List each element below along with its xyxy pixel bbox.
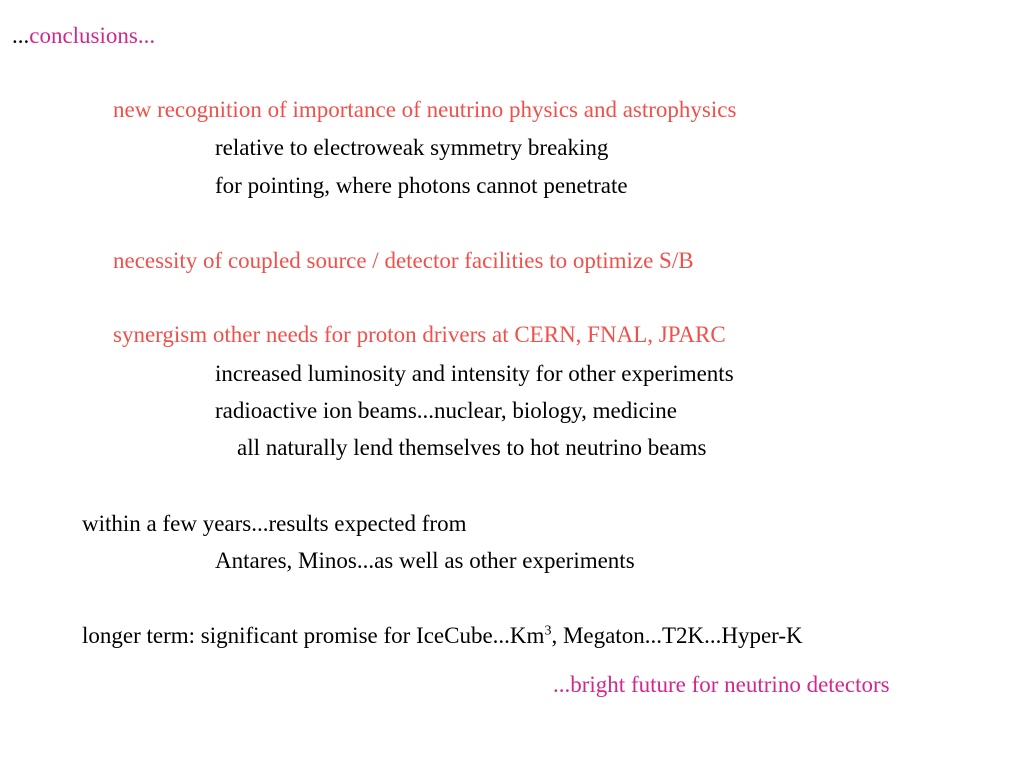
subpoint-luminosity: increased luminosity and intensity for other experiments <box>215 361 734 386</box>
slide-title <box>12 22 155 50</box>
point-neutrino-recognition: new recognition of importance of neutrino physics and astrophysics <box>113 97 737 122</box>
point-longer-term <box>82 622 803 650</box>
subpoint-hot-neutrino-beams: all naturally lend themselves to hot neutrino beams <box>237 435 707 460</box>
point-coupled-facilities: necessity of coupled source / detector facilities to optimize S/B <box>113 248 694 273</box>
title-text: conclusions... <box>29 23 156 48</box>
subpoint-antares-minos: Antares, Minos...as well as other experiments <box>215 548 635 573</box>
title-prefix: ... <box>12 23 30 48</box>
subpoint-pointing: for pointing, where photons cannot penetrate <box>215 173 628 198</box>
closing-bright-future: ...bright future for neutrino detectors <box>553 672 890 697</box>
point-synergism: synergism other needs for proton drivers at CERN, FNAL, JPARC <box>113 322 726 347</box>
subpoint-electroweak: relative to electroweak symmetry breaking <box>215 135 609 160</box>
longer-term-text-end: , Megaton...T2K...Hyper-K <box>551 623 803 648</box>
km-superscript: 3 <box>544 623 552 639</box>
subpoint-ion-beams: radioactive ion beams...nuclear, biology, medicine <box>215 398 677 423</box>
longer-term-text: longer term: significant promise for IceCube...Km <box>82 623 545 648</box>
point-within-few-years: within a few years...results expected from <box>82 511 467 536</box>
